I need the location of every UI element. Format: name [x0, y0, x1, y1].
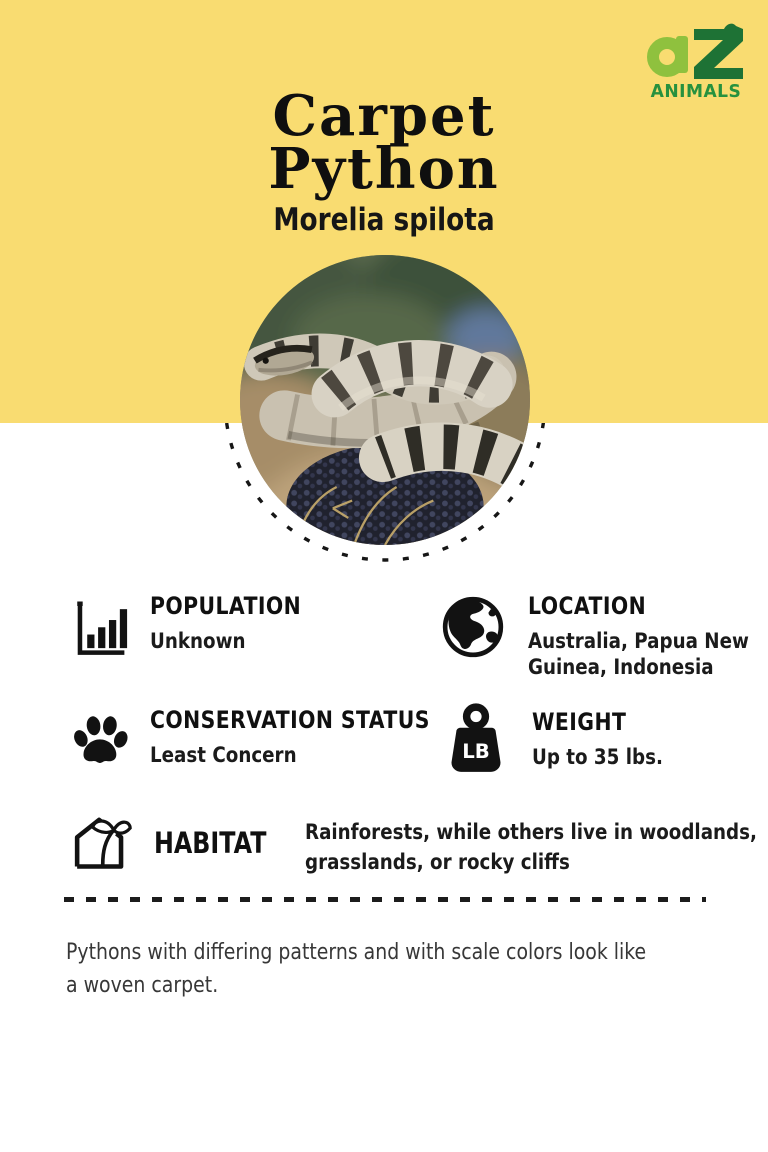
lb-text: LB	[462, 739, 490, 763]
stat-label: HABITAT	[154, 825, 267, 860]
bar-chart-icon	[70, 600, 128, 664]
stat-value: Least Concern	[150, 743, 297, 768]
globe-icon	[440, 594, 506, 681]
logo-letter-z	[694, 24, 743, 79]
stat-value: Up to 35 lbs.	[532, 745, 663, 770]
stat-label: LOCATION	[528, 592, 647, 620]
dashed-divider	[64, 897, 706, 902]
stat-habitat	[68, 808, 768, 877]
page-title	[0, 83, 768, 203]
title-line2: Python	[268, 136, 500, 203]
paw-icon	[70, 714, 128, 776]
weight-icon	[446, 702, 506, 780]
stat-label: CONSERVATION STATUS	[150, 706, 430, 734]
title-line1: Carpet	[272, 83, 496, 149]
logo-letter-a	[653, 36, 688, 73]
scientific-name: Morelia spilota	[273, 202, 495, 238]
house-plant-icon	[68, 808, 132, 877]
stat-value: Unknown	[150, 629, 246, 654]
stat-conservation-status	[70, 706, 479, 776]
carpet-python-illustration	[240, 255, 530, 545]
stat-value: Australia, Papua New Guinea, Indonesia	[528, 629, 749, 681]
stat-value: Rainforests, while others live in woodlands, grasslands, or rocky cliffs	[305, 820, 758, 875]
stat-location	[440, 592, 768, 681]
fact-text: Pythons with differing patterns and with scale colors look like a woven carpet.	[66, 939, 647, 999]
az-logo-mark	[646, 20, 746, 80]
stat-label: POPULATION	[150, 592, 302, 620]
logo-wordmark: ANIMALS	[650, 81, 742, 102]
stat-population	[70, 592, 328, 664]
stat-label: WEIGHT	[532, 708, 627, 736]
stat-weight	[446, 702, 686, 780]
animal-photo	[240, 255, 530, 545]
